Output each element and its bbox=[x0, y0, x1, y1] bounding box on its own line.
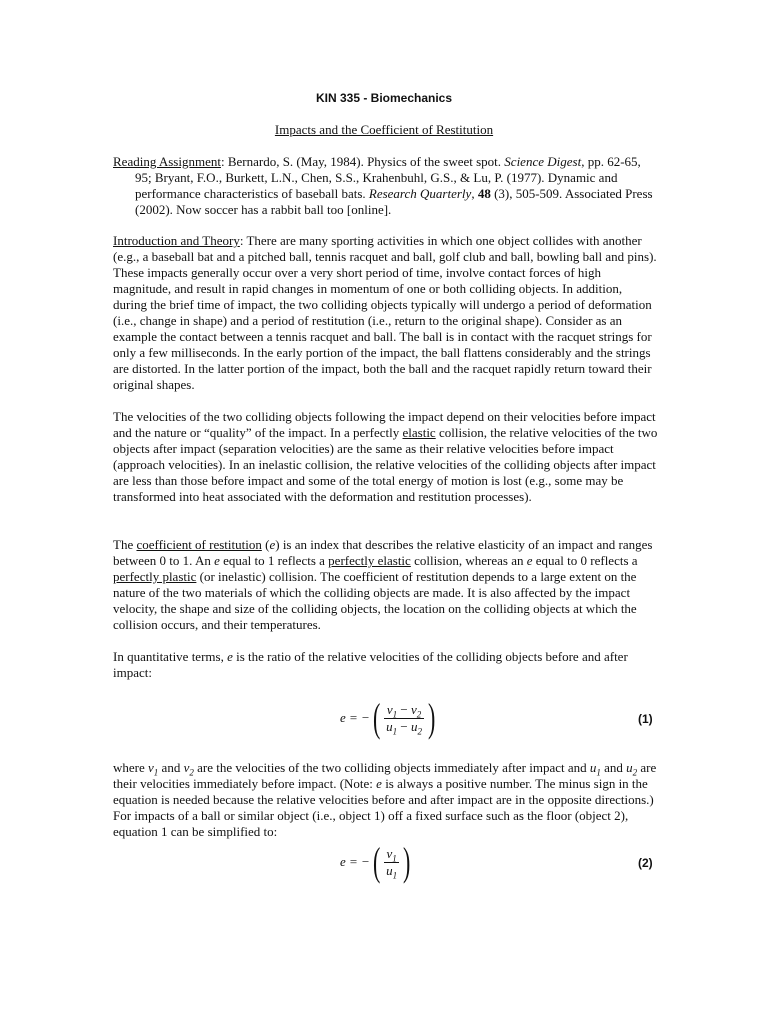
symbol-e: e bbox=[227, 649, 233, 664]
coef-text-6: (or inelastic) collision. The coefficient of restitution depends to a large extent on the nature of the two materials of which the colliding objects are made. It is also affected by the impact velocity, the shape and size of the colliding objects, the location on the colliding objects at which the collision occurs, and their temperatures. bbox=[113, 569, 637, 632]
u-symbol: u bbox=[626, 760, 633, 775]
reading-assignment-heading: Reading Assignment bbox=[113, 154, 221, 169]
coef-text-0: The bbox=[113, 537, 137, 552]
document-subtitle: Impacts and the Coefficient of Restitution bbox=[274, 122, 494, 137]
where-text: are the velocities of the two colliding objects immediately after impact and bbox=[193, 760, 590, 775]
reading-text-4: (3), 505-509. Associated Press (2002). Now soccer has a rabbit ball too [online]. bbox=[135, 186, 653, 217]
u-symbol: u bbox=[386, 862, 393, 878]
numerator bbox=[385, 846, 399, 862]
where-text: are their velocities immediately before impact. (Note: bbox=[113, 760, 657, 791]
reading-assignment-paragraph bbox=[113, 154, 658, 218]
elastic-term: elastic bbox=[402, 425, 436, 440]
coef-text-4: collision, whereas an bbox=[410, 553, 527, 568]
left-paren: ( bbox=[372, 695, 381, 740]
symbol-e: e bbox=[526, 553, 533, 568]
introduction-heading: Introduction and Theory bbox=[113, 233, 240, 248]
denominator bbox=[384, 862, 399, 879]
equation-lhs: e = − bbox=[340, 710, 370, 725]
introduction-text: : There are many sporting activities in which one object collides with another (e.g., a baseball bat and a pitched ball, tennis racquet and ball, golf club and ball, bowling ball and pins). These impacts generally occur over a very short period of time, involve contact forces of high magnitude, and result in rapid changes in momentum of one or both colliding objects. In addition, during the brief time of impact, the two colliding objects typically will undergo a period of deformation (i.e., change in shape) and a period of restitution (i.e., return to the original shape). Consider as an example the contact between a tennis racquet and ball. The ball is in contact with the racquet strings for only a few milliseconds. In the early portion of the impact, the ball flattens considerably and the strings are distorted. In the latter portion of the impact, both the ball and the racquet rapidly return toward their original shapes. bbox=[113, 233, 657, 392]
subscript: 1 bbox=[392, 726, 398, 737]
v-symbol: v bbox=[183, 760, 190, 775]
reading-text-2: , pp. 62-65, 95; Bryant, F.O., Burkett, L.N., Chen, S.S., Krahenbuhl, G.S., & Lu, P. (1977). Dynamic and performance characteristics of baseball bats. bbox=[135, 154, 641, 201]
where-paragraph bbox=[113, 760, 658, 840]
coefficient-of-restitution-term: coefficient of restitution bbox=[136, 537, 262, 552]
symbol-e: e bbox=[214, 553, 220, 568]
journal-science-digest: Science Digest bbox=[504, 154, 582, 169]
coef-text-3: equal to 1 reflects a bbox=[219, 553, 329, 568]
subscript: 1 bbox=[596, 767, 601, 778]
where-text: is always a positive number. The minus sign in the equation is needed because the relative velocities before and after impact are in the opposite directions.) For impacts of a ball or similar object (i.e., object 1) off a fixed surface such as the floor (object 2), equation 1 can be simplified to: bbox=[113, 776, 654, 839]
v-symbol: v bbox=[386, 701, 393, 717]
left-paren: ( bbox=[372, 839, 381, 884]
quantitative-paragraph bbox=[113, 649, 658, 681]
reading-text-1: : Bernardo, S. (May, 1984). Physics of the sweet spot. bbox=[220, 154, 505, 169]
journal-volume: 48 bbox=[477, 186, 491, 201]
coef-text-2: ) is an index that describes the relative elasticity of an impact and ranges between 0 to 1. An bbox=[113, 537, 653, 568]
equation-2 bbox=[340, 839, 413, 884]
velocities-text-2: collision, the relative velocities of the two objects after impact (separation velocities) are the same as their relative velocities before impact (approach velocities). In an inelastic collision, the relative velocities of the colliding objects after impact are less than those before impact and some of the total energy of motion is lost (e.g., some may be transformed into heat associated with the deformation and restitution processes). bbox=[113, 425, 658, 504]
reading-text-3: , bbox=[471, 186, 478, 201]
symbol-e: e bbox=[376, 776, 382, 791]
subscript: 1 bbox=[392, 709, 398, 720]
subscript: 2 bbox=[632, 767, 638, 778]
coef-text-5: equal to 0 reflects a bbox=[532, 553, 638, 568]
numerator bbox=[385, 702, 423, 718]
symbol-e: e bbox=[269, 537, 276, 552]
velocities-paragraph bbox=[113, 409, 658, 505]
introduction-paragraph bbox=[113, 233, 658, 393]
equation-number-1: (1) bbox=[638, 712, 653, 726]
u-symbol: u bbox=[411, 718, 418, 734]
coefficient-paragraph bbox=[113, 537, 658, 633]
equation-number-2: (2) bbox=[638, 856, 653, 870]
v-symbol: v bbox=[386, 845, 393, 861]
subscript: 2 bbox=[189, 767, 194, 778]
fraction bbox=[384, 702, 424, 735]
right-paren: ) bbox=[427, 695, 436, 740]
perfectly-plastic-term: perfectly plastic bbox=[113, 569, 197, 584]
minus-sign: − bbox=[397, 701, 411, 717]
where-text: where bbox=[113, 760, 149, 775]
right-paren: ) bbox=[403, 839, 411, 884]
subscript: 2 bbox=[416, 709, 422, 720]
v-symbol: v bbox=[148, 760, 154, 775]
denominator bbox=[384, 718, 424, 735]
perfectly-elastic-term: perfectly elastic bbox=[328, 553, 411, 568]
subscript: 1 bbox=[153, 767, 159, 778]
subscript: 1 bbox=[392, 853, 397, 864]
minus-sign: − bbox=[397, 718, 411, 734]
subscript: 1 bbox=[392, 870, 398, 881]
where-text: and bbox=[158, 760, 184, 775]
equation-1 bbox=[340, 695, 438, 740]
quant-text-1: In quantitative terms, bbox=[113, 649, 228, 664]
coef-text-1: ( bbox=[261, 537, 270, 552]
quant-text-2: is the ratio of the relative velocities of the colliding objects before and after impact: bbox=[113, 649, 628, 680]
velocities-text-1: The velocities of the two colliding objects following the impact depend on their velocities before impact and the nature or “quality” of the impact. In a perfectly bbox=[113, 409, 656, 440]
subscript: 2 bbox=[417, 726, 422, 737]
journal-research-quarterly: Research Quarterly bbox=[368, 186, 472, 201]
v-symbol: v bbox=[411, 701, 417, 717]
u-symbol: u bbox=[589, 760, 597, 775]
equation-lhs: e = − bbox=[340, 854, 370, 869]
course-title: KIN 335 - Biomechanics bbox=[315, 91, 453, 105]
u-symbol: u bbox=[386, 718, 393, 734]
fraction bbox=[384, 846, 399, 879]
where-text: and bbox=[600, 760, 627, 775]
